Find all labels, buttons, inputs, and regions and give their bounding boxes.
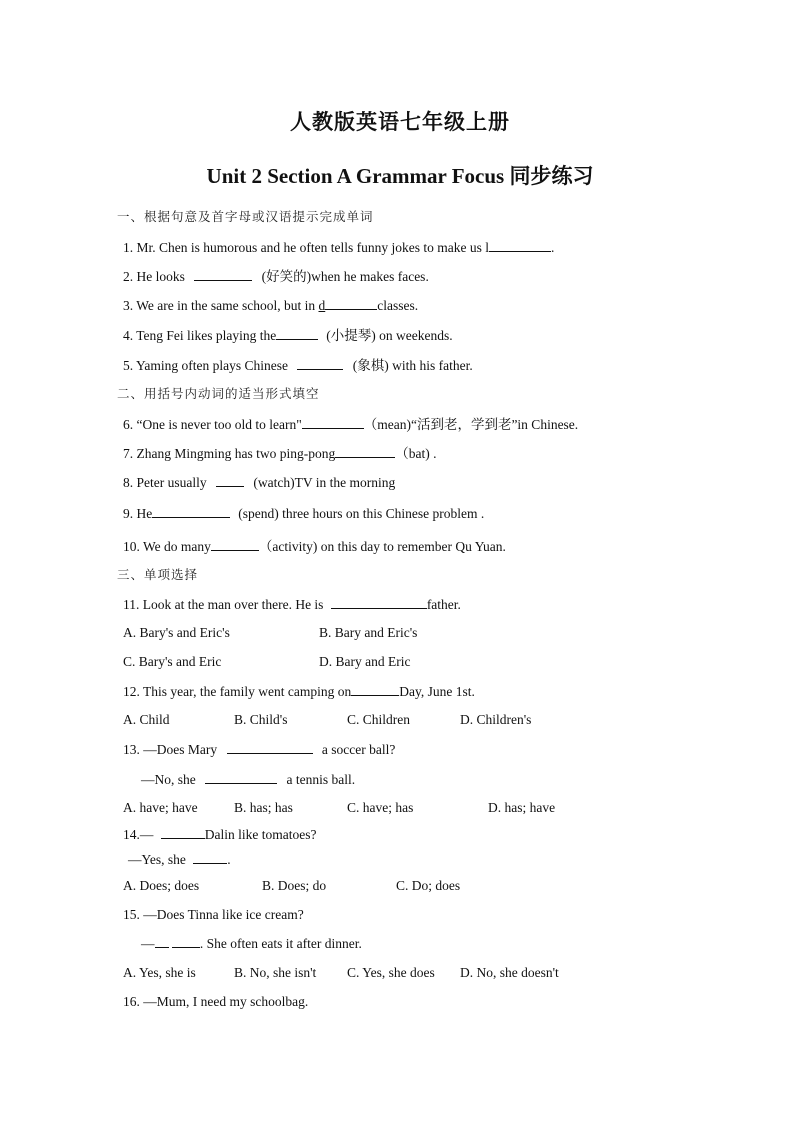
question-14-reply xyxy=(128,850,231,869)
q15-reply-end: . She often eats it after dinner. xyxy=(199,936,362,951)
question-6 xyxy=(123,415,578,434)
q15-option-b[interactable]: B. No, she isn't xyxy=(234,965,317,980)
q2-text: 2. He looks xyxy=(123,269,185,284)
q15-text: 15. —Does Tinna like ice cream? xyxy=(123,907,304,922)
q8-blank[interactable] xyxy=(216,473,244,487)
q12-option-b[interactable]: B. Child's xyxy=(234,712,288,727)
q3-first-letter: d xyxy=(318,298,326,313)
q11-end: father. xyxy=(426,597,461,612)
q11-option-a[interactable]: A. Bary's and Eric's xyxy=(123,625,230,640)
q10-blank[interactable] xyxy=(211,537,259,551)
q14-blank-1[interactable] xyxy=(161,825,205,839)
question-12 xyxy=(123,682,475,701)
section-2-heading: 二、用括号内动词的适当形式填空 xyxy=(117,386,320,401)
q11-blank[interactable] xyxy=(331,595,427,609)
q6-blank[interactable] xyxy=(302,415,364,429)
q5-text: 5. Yaming often plays Chinese xyxy=(123,358,288,373)
section-1-heading: 一、根据句意及首字母或汉语提示完成单词 xyxy=(117,209,374,224)
q14-option-c[interactable]: C. Do; does xyxy=(396,878,461,893)
q1-text: 1. Mr. Chen is humorous and he often tells funny jokes to make us l xyxy=(123,240,489,255)
section-3-heading: 三、单项选择 xyxy=(117,567,199,582)
q12-text: 12. This year, the family went camping on xyxy=(123,684,352,699)
q7-hint: （bat) . xyxy=(395,446,437,461)
q8-text: 8. Peter usually xyxy=(123,475,207,490)
q1-blank[interactable] xyxy=(489,238,551,252)
q10-hint: （activity) on this day to remember Qu Yuan. xyxy=(258,539,506,554)
q9-hint: (spend) three hours on this Chinese problem . xyxy=(238,506,485,521)
q15-option-a[interactable]: A. Yes, she is xyxy=(123,965,196,980)
document-subtitle: Unit 2 Section A Grammar Focus 同步练习 xyxy=(206,164,594,188)
q13-reply-text: —No, she xyxy=(141,772,196,787)
question-10 xyxy=(123,537,506,556)
q3-text: 3. We are in the same school, but in xyxy=(123,298,319,313)
q15-option-c[interactable]: C. Yes, she does xyxy=(347,965,435,980)
q2-hint: (好笑的)when he makes faces. xyxy=(261,269,429,284)
q15-reply-dash: — xyxy=(141,936,155,951)
question-7 xyxy=(123,444,437,463)
q15-blank-1[interactable] xyxy=(155,934,169,948)
question-16 xyxy=(123,993,308,1011)
q15-option-d[interactable]: D. No, she doesn't xyxy=(460,965,559,980)
q13-blank-1[interactable] xyxy=(227,740,313,754)
q14-reply-text: —Yes, she xyxy=(128,852,186,867)
q4-blank[interactable] xyxy=(276,326,318,340)
question-13 xyxy=(123,740,395,759)
q11-option-b[interactable]: B. Bary and Eric's xyxy=(319,625,418,640)
q11-option-d[interactable]: D. Bary and Eric xyxy=(319,654,411,669)
q9-text: 9. He xyxy=(123,506,153,521)
q1-end: . xyxy=(550,240,555,255)
q12-option-c[interactable]: C. Children xyxy=(347,712,410,727)
q13-option-d[interactable]: D. has; have xyxy=(488,800,556,815)
question-13-reply xyxy=(141,770,355,789)
question-1 xyxy=(123,238,554,257)
q6-hint: （mean)“活到老，学到老”in Chinese. xyxy=(363,417,579,432)
document-title: 人教版英语七年级上册 xyxy=(290,110,510,134)
q13-option-c[interactable]: C. have; has xyxy=(347,800,414,815)
q7-text: 7. Zhang Mingming has two ping-pong xyxy=(123,446,336,461)
q2-blank[interactable] xyxy=(194,267,252,281)
q12-option-d[interactable]: D. Children's xyxy=(460,712,532,727)
question-15 xyxy=(123,906,304,924)
q12-option-a[interactable]: A. Child xyxy=(123,712,170,727)
q14-mid: Dalin like tomatoes? xyxy=(204,827,317,842)
q14-option-b[interactable]: B. Does; do xyxy=(262,878,327,893)
question-9 xyxy=(123,504,484,523)
question-4 xyxy=(123,326,453,345)
q12-end: Day, June 1st. xyxy=(399,684,475,699)
q15-blank-2[interactable] xyxy=(172,934,200,948)
q14-text: 14.— xyxy=(123,827,154,842)
q12-blank[interactable] xyxy=(351,682,399,696)
q8-hint: (watch)TV in the morning xyxy=(253,475,396,490)
question-15-reply xyxy=(141,934,362,953)
question-3 xyxy=(123,296,418,315)
q13-reply-end: a tennis ball. xyxy=(286,772,356,787)
q9-blank[interactable] xyxy=(152,504,230,518)
q13-blank-2[interactable] xyxy=(205,770,277,784)
question-14 xyxy=(123,825,316,844)
q3-end: classes. xyxy=(377,298,419,313)
q3-blank[interactable] xyxy=(325,296,377,310)
q11-text: 11. Look at the man over there. He is xyxy=(123,597,324,612)
q11-option-c[interactable]: C. Bary's and Eric xyxy=(123,654,222,669)
q5-hint: (象棋) with his father. xyxy=(352,358,473,373)
question-5 xyxy=(123,356,473,375)
q13-mid: a soccer ball? xyxy=(321,742,396,757)
q14-option-a[interactable]: A. Does; does xyxy=(123,878,200,893)
question-11 xyxy=(123,595,461,614)
q14-blank-2[interactable] xyxy=(193,850,227,864)
q5-blank[interactable] xyxy=(297,356,343,370)
q13-option-a[interactable]: A. have; have xyxy=(123,800,198,815)
q7-blank[interactable] xyxy=(335,444,395,458)
q13-text: 13. —Does Mary xyxy=(123,742,218,757)
q10-text: 10. We do many xyxy=(123,539,211,554)
q14-reply-end: . xyxy=(227,852,231,867)
question-2 xyxy=(123,267,429,286)
question-8 xyxy=(123,473,395,492)
q4-text: 4. Teng Fei likes playing the xyxy=(123,328,277,343)
q4-hint: (小提琴) on weekends. xyxy=(326,328,453,343)
q16-text: 16. —Mum, I need my schoolbag. xyxy=(123,994,309,1009)
q6-text: 6. “One is never too old to learn" xyxy=(123,417,302,432)
q13-option-b[interactable]: B. has; has xyxy=(234,800,293,815)
